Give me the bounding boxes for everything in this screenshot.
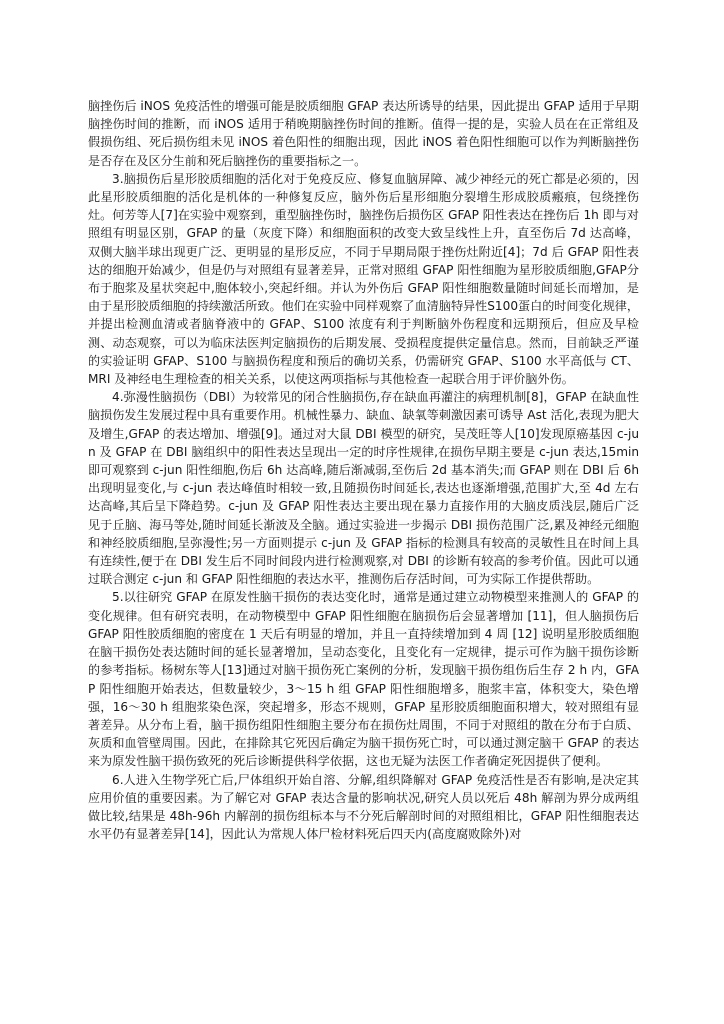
paragraph-1: 脑挫伤后 iNOS 免疫活性的增强可能是胶质细胞 GFAP 表达所诱导的结果，因此提出 GFAP 适用于早期脑挫伤时间的推断，而 iNOS 适用于稍晚期脑挫伤时间的推断。值得一提的是，实验人员在在正常组及假损伤组、死后损伤组未见 iNOS 着色阳性的细胞出现，因此 iNOS 着色阳性细胞可以作为判断脑挫伤是否存在及区分生前和死后脑挫伤的重要指标之一。 (88, 99, 639, 168)
document-page (88, 97, 639, 843)
paragraph-4: 5.以往研究 GFAP 在原发性脑干损伤的表达变化时，通常是通过建立动物模型来推测人的 GFAP 的变化规律。但有研究表明，在动物模型中 GFAP 阳性细胞在脑损伤后会显著增加 [11]，但人脑损伤后 GFAP 阳性胶质细胞的密度在 1 天后有明显的增加，并且一直持续增加到 4 周 [12] 说明星形胶质细胞在脑干损伤处表达随时间的延长显著增加，呈动态变化，且变化有一定规律，提示可作为脑干损伤诊断的参考指标。杨树东等人[13]通过对脑干损伤死亡案例的分析，发现脑干损伤组伤后生存 2 h 内，GFAP 阳性细胞开始表达，但数量较少，3～15 h 组 GFAP 阳性细胞增多，胞浆丰富，体积变大，染色增强，16～30 h 组胞浆染色深，突起增多，形态不规则，GFAP 星形胶质细胞面积增大，较对照组有显著差异。从分布上看，脑干损伤组阳性细胞主要分布在损伤灶周围，不同于对照组的散在分布于白质、灰质和血管壁周围。因此，在排除其它死因后确定为脑干损伤死亡时，可以通过测定脑干 GFAP 的表达来为原发性脑干损伤致死的死后诊断提供科学依据，这也无疑为法医工作者确定死因提供了便利。 (88, 590, 639, 769)
paragraph-2: 3.脑损伤后星形胶质细胞的活化对于免疫反应、修复血脑屏障、减少神经元的死亡都是必须的，因此星形胶质细胞的活化是机体的一种修复反应，脑外伤后星形细胞分裂增生形成胶质瘢痕，包绕挫伤灶。何芳等人[7]在实验中观察到，重型脑挫伤时，脑挫伤后损伤区 GFAP 阳性表达在挫伤后 1h 即与对照组有明显区别，GFAP 的量（灰度下降）和细胞面积的改变大致呈线性上升，直至伤后 7d 达高峰，双侧大脑半球出现更广泛、更明显的星形反应，不同于早期局限于挫伤灶附近[4]；7d 后 GFAP 阳性表达的细胞开始减少，但是仍与对照组有显著差异，正常对照组 GFAP 阳性细胞为星形胶质细胞,GFAP分布于胞浆及星状突起中,胞体较小,突起纤细。并认为外伤后 GFAP 阳性细胞数量随时间延长而增加，是由于星形胶质细胞的持续激活所致。他们在实验中同样观察了血清脑特异性S100蛋白的时间变化规律，并提出检测血清或者脑脊液中的 GFAP、S100 浓度有利于判断脑外伤程度和远期预后，但应及早检测、动态观察，可以为临床法医判定脑损伤的后期发展、受损程度提供定量信息。然而，目前缺乏严谨的实验证明 GFAP、S100 与脑损伤程度和预后的确切关系，仍需研究 GFAP、S100 水平高低与 CT、MRI 及神经电生理检查的相关关系，以使这两项指标与其他检查一起联合用于评价脑外伤。 (88, 171, 639, 387)
paragraph-5: 6.人进入生物学死亡后,尸体组织开始自溶、分解,组织降解对 GFAP 免疫活性是否有影响,是决定其应用价值的重要因素。为了解它对 GFAP 表达含量的影响状况,研究人员以死后 48h 解剖为界分成两组做比较,结果是 48h-96h 内解剖的损伤组标本与不分死后解剖时间的对照组相比，GFAP 阳性细胞表达水平仍有显著差异[14]，因此认为常规人体尸检材料死后四天内(高度腐败除外)对 (88, 772, 639, 842)
paragraph-3: 4.弥漫性脑损伤（DBI）为较常见的闭合性脑损伤,存在缺血再灌注的病理机制[8]，GFAP 在缺血性脑损伤发生发展过程中具有重要作用。机械性暴力、缺血、缺氧等刺激因素可诱导 Ast 活化,表现为肥大及增生,GFAP 的表达增加、增强[9]。通过对大鼠 DBI 模型的研究，吴茂旺等人[10]发现原癌基因 c-jun 及 GFAP 在 DBI 脑组织中的阳性表达呈现出一定的时序性规律,在损伤早期主要是 c-jun 表达,15min 即可观察到 c-jun 阳性细胞,伤后 6h 达高峰,随后渐减弱,至伤后 2d 基本消失;而 GFAP 则在 DBI 后 6h 出现明显变化,与 c-jun 表达峰值时相较一致,且随损伤时间延长,表达也逐渐增强,范围扩大,至 4d 左右达高峰,其后呈下降趋势。c-jun 及 GFAP 阳性表达主要出现在暴力直接作用的大脑皮质浅层,随后广泛见于丘脑、海马等处,随时间延长渐波及全脑。通过实验进一步揭示 DBI 损伤范围广泛,累及神经元细胞和神经胶质细胞,呈弥漫性;另一方面则提示 c-jun 及 GFAP 指标的检测具有较高的灵敏性且在时间上具有连续性,便于在 DBI 发生后不同时间段内进行检测观察,对 DBI 的诊断有较高的参考价值。因此可以通过联合测定 c-jun 和 GFAP 阳性细胞的表达水平，推测伤后存活时间，可为实际工作提供帮助。 (88, 390, 639, 587)
